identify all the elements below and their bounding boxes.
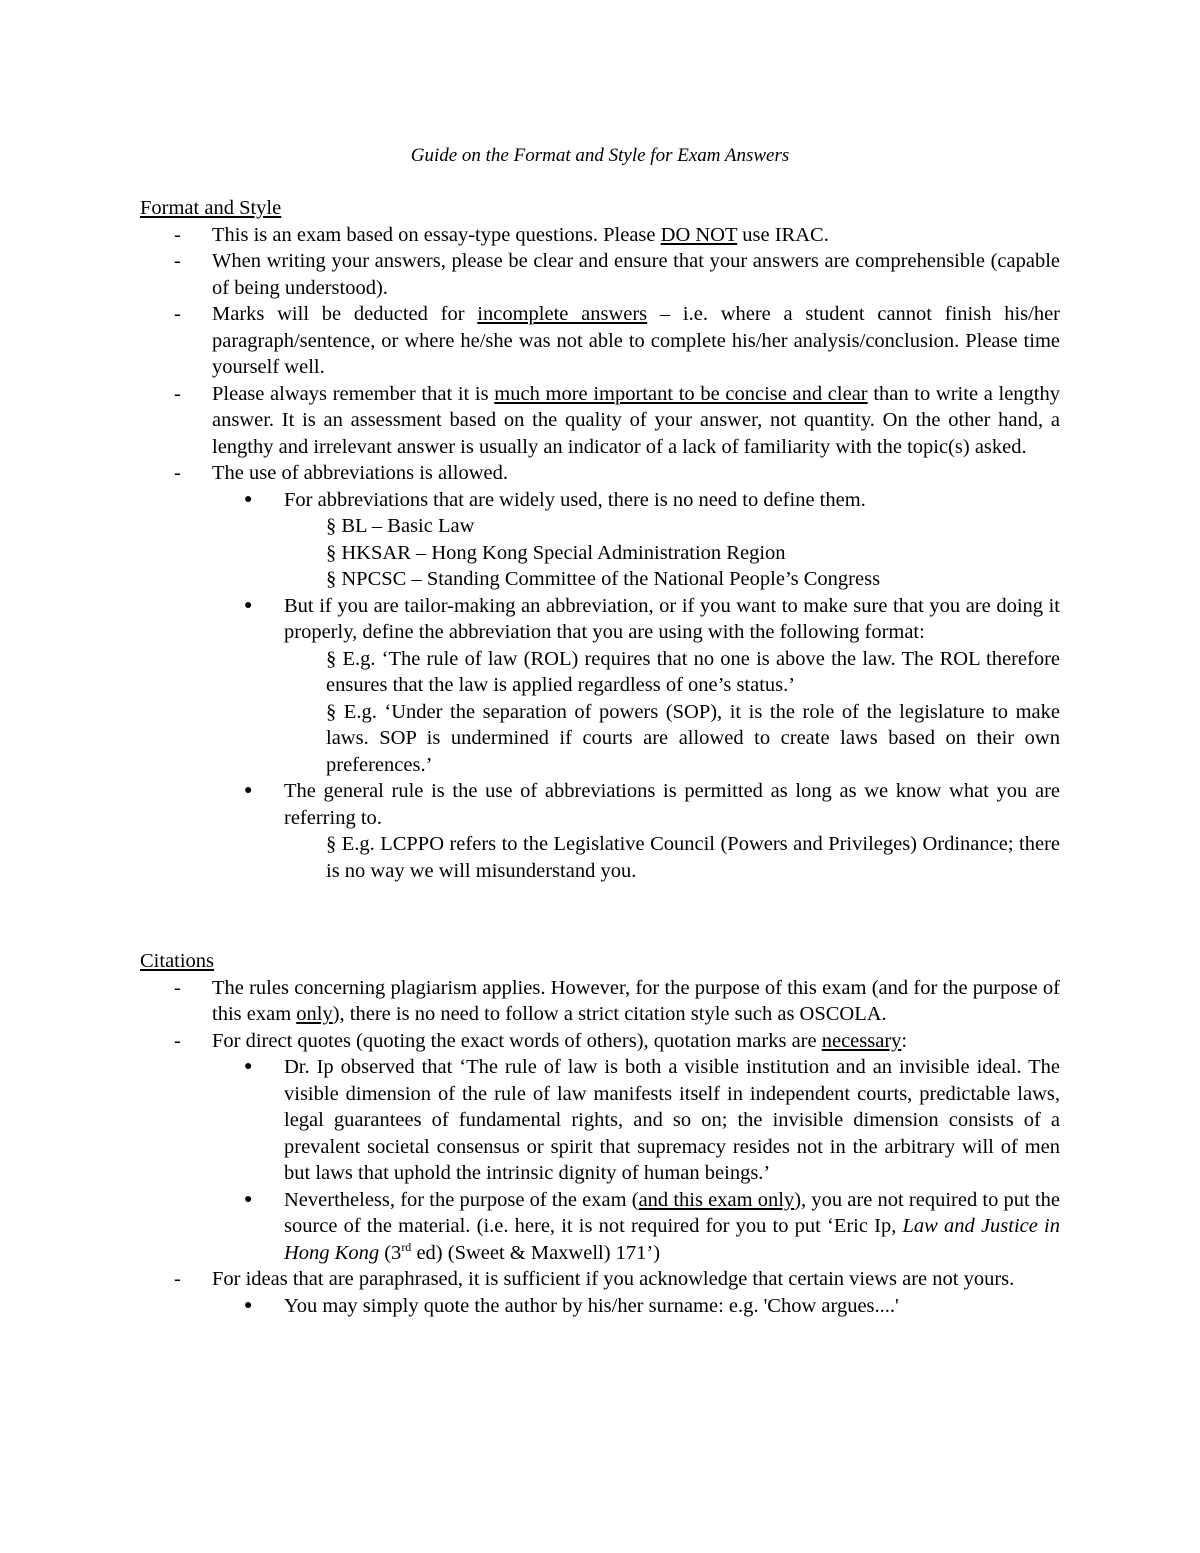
bullet-item: ● Dr. Ip observed that ‘The rule of law is both a visible institution and an invisible ideal. The visible dimension of the rule of law manifests itself in independent courts, predictable laws, legal guarantees of fundamental rights, and so on; the invisible dimension consists of a prevalent societal consensus or spirit that supremacy resides not in the arbitrary will of men but laws that uphold the intrinsic dignity of human beings.’ bbox=[244, 1056, 1060, 1184]
sub-item: § E.g. ‘The rule of law (ROL) requires that no one is above the law. The ROL therefore ensures that the law is applied regardless of one’s status.’ bbox=[326, 647, 1060, 696]
bullet-icon: ● bbox=[244, 491, 253, 507]
dash-marker: - bbox=[174, 223, 181, 246]
citations-section bbox=[140, 948, 1060, 1319]
bullet-item: ● For abbreviations that are widely used, there is no need to define them. bbox=[140, 487, 1060, 514]
dash-marker: - bbox=[174, 382, 181, 405]
dash-marker: - bbox=[174, 303, 181, 325]
dash-marker: - bbox=[174, 1029, 181, 1052]
list-item: - The use of abbreviations is allowed. bbox=[140, 460, 1060, 487]
bullet-icon: ● bbox=[244, 783, 253, 798]
list-item: - Marks will be deducted for incomplete answers – i.e. where a student cannot finish his/her paragraph/sentence, or where he/she was not able to complete his/her analysis/conclusion. Please time yourself well. bbox=[174, 303, 1060, 378]
section-heading-format: Format and Style bbox=[140, 197, 282, 219]
sub-item: § E.g. ‘Under the separation of powers (SOP), it is the role of the legislature to make laws. SOP is undermined if courts are allowed to create laws based on their own preferences.’ bbox=[326, 700, 1060, 776]
sub-item: § NPCSC – Standing Committee of the National People’s Congress bbox=[326, 568, 881, 590]
list-item: - Please always remember that it is much more important to be concise and clear than to write a lengthy answer. It is an assessment based on the quality of your answer, not quantity. On the other hand, a lengthy and irrelevant answer is usually an indicator of a lack of familiarity with the topic(s) asked. bbox=[174, 382, 1061, 458]
bullet-icon: ● bbox=[244, 597, 253, 613]
list-item: - For ideas that are paraphrased, it is sufficient if you acknowledge that certain views are not yours. bbox=[140, 1266, 1060, 1293]
bullet-icon: ● bbox=[244, 1191, 253, 1207]
bullet-item: ● But if you are tailor-making an abbreviation, or if you want to make sure that you are doing it properly, define the abbreviation that you are using with the following format: bbox=[244, 594, 1060, 643]
bullet-icon: ● bbox=[244, 1297, 253, 1313]
list-item: - When writing your answers, please be clear and ensure that your answers are comprehensible (capable of being understood). bbox=[174, 250, 1060, 299]
bullet-icon: ● bbox=[244, 1059, 253, 1074]
list-item: - This is an exam based on essay-type questions. Please DO NOT use IRAC. bbox=[140, 222, 1060, 249]
dash-marker: - bbox=[174, 250, 181, 272]
dash-marker: - bbox=[174, 462, 181, 484]
sub-item: § E.g. LCPPO refers to the Legislative Council (Powers and Privileges) Ordinance; there is no way we will misunderstand you. bbox=[326, 833, 1060, 882]
sub-item: § HKSAR – Hong Kong Special Administration Region bbox=[326, 541, 786, 564]
bullet-item: ● You may simply quote the author by his/her surname: e.g. 'Chow argues....' bbox=[140, 1293, 1060, 1320]
dash-marker: - bbox=[174, 976, 181, 999]
page-title: Guide on the Format and Style for Exam Answers bbox=[410, 145, 790, 166]
format-and-style-section bbox=[140, 195, 1060, 884]
sub-item: § BL – Basic Law bbox=[326, 515, 475, 537]
bullet-item: ● Nevertheless, for the purpose of the exam (and this exam only), you are not required to put the source of the material. (i.e. here, it is not required for you to put ‘Eric Ip, Law and Justice in Hong Kong (3rd ed) (Sweet & Maxwell) 171’) bbox=[244, 1188, 1060, 1264]
bullet-item: ● The general rule is the use of abbreviations is permitted as long as we know what you are referring to. bbox=[244, 780, 1060, 829]
dash-marker: - bbox=[174, 1268, 181, 1290]
list-item: - The rules concerning plagiarism applies. However, for the purpose of this exam (and for the purpose of this exam only), there is no need to follow a strict citation style such as OSCOLA. bbox=[174, 976, 1060, 1025]
list-item: - For direct quotes (quoting the exact words of others), quotation marks are necessary: bbox=[140, 1028, 1060, 1055]
section-heading-citations: Citations bbox=[140, 950, 215, 972]
